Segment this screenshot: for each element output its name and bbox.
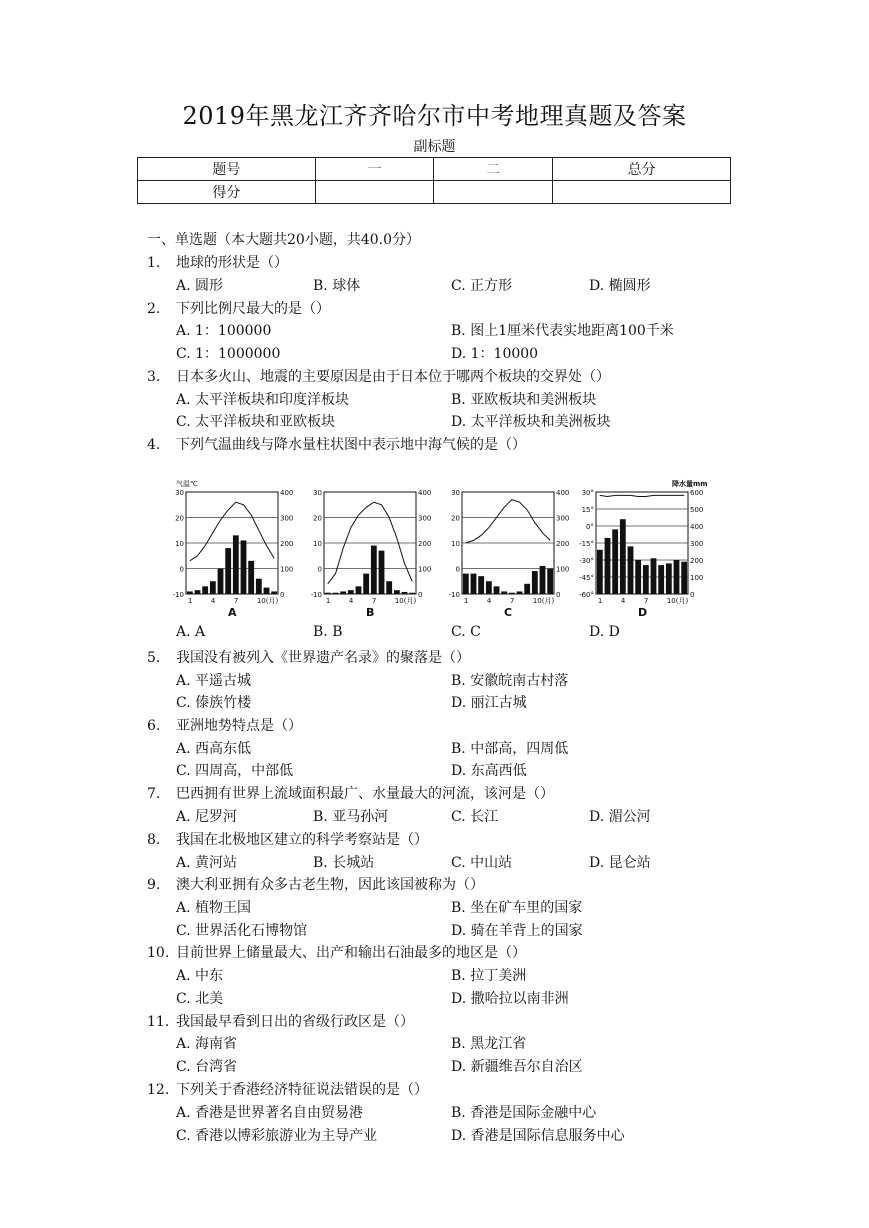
option: C. 四周高，中部低 (176, 763, 294, 779)
temperature-line (190, 502, 274, 561)
option: B. 坐在矿车里的国家 (451, 900, 583, 916)
question-text: 下列关于香港经济特征说法错误的是（） (176, 1082, 428, 1098)
precip-bar (386, 581, 392, 594)
precip-bar (666, 563, 672, 594)
option: D. 香港是国际信息服务中心 (451, 1128, 625, 1144)
right-tick-label: 300 (690, 540, 704, 548)
score-table-header-row (138, 158, 731, 181)
right-tick-label: 400 (280, 489, 294, 497)
left-tick-label: 10 (451, 540, 460, 548)
option: D. D (589, 624, 620, 640)
panel-label: D (638, 606, 648, 619)
precip-bar (658, 565, 664, 594)
right-tick-label: 400 (418, 489, 432, 497)
chart-svg (170, 470, 295, 620)
precip-bar (547, 569, 553, 595)
option: B. 中部高，四周低 (451, 741, 569, 757)
x-tick-label: 1 (325, 597, 331, 605)
left-tick-label: -10 (172, 591, 184, 599)
left-tick-label: -15° (579, 540, 594, 548)
option: D. 骑在羊背上的国家 (451, 923, 583, 939)
precip-bar (540, 566, 546, 594)
question-text: 下列气温曲线与降水量柱状图中表示地中海气候的是（） (176, 437, 526, 453)
x-tick-label: 7 (509, 597, 515, 605)
question-number: 11. (147, 1014, 170, 1030)
question-1 (147, 252, 288, 272)
x-tick-label: 10(月) (666, 597, 689, 605)
precip-bar (340, 591, 346, 594)
option: B. 香港是国际金融中心 (451, 1105, 597, 1121)
precip-bar (628, 546, 634, 594)
question-text: 亚洲地势特点是（） (176, 718, 302, 734)
option: B. B (313, 624, 343, 640)
question-number: 7. (147, 786, 161, 802)
left-tick-label: 0 (317, 565, 322, 574)
score-row-label: 得分 (138, 181, 316, 204)
x-tick-label: 1 (187, 597, 193, 605)
option: C. 香港以博彩旅游业为主导产业 (176, 1128, 378, 1144)
question-3 (147, 366, 610, 386)
score-cell (434, 181, 553, 204)
option: C. 正方形 (451, 278, 513, 294)
option: B. 拉丁美洲 (451, 968, 527, 984)
question-number: 10. (147, 945, 170, 961)
precip-bar (597, 550, 603, 594)
precip-bar (524, 584, 530, 594)
precip-bar (612, 529, 618, 594)
x-tick-label: 1 (597, 597, 603, 605)
right-tick-label: 200 (690, 557, 704, 565)
option: C. 世界活化石博物馆 (176, 923, 308, 939)
precip-bar (241, 540, 247, 594)
precip-bar (643, 565, 649, 594)
option: A. 香港是世界著名自由贸易港 (176, 1105, 364, 1121)
precip-bar (509, 593, 515, 594)
option: A. 尼罗河 (176, 809, 238, 825)
left-tick-label: 30 (313, 489, 322, 497)
precip-bar (218, 569, 224, 595)
x-tick-label: 4 (210, 597, 216, 605)
question-text: 我国最早看到日出的省级行政区是（） (176, 1014, 414, 1030)
question-number: 2. (147, 301, 161, 317)
question-text: 地球的形状是（） (176, 255, 288, 271)
question-2 (147, 298, 330, 318)
option: A. A (176, 624, 206, 640)
right-tick-label: 400 (556, 489, 570, 497)
question-number: 3. (147, 369, 161, 385)
option: A. 黄河站 (176, 855, 238, 871)
left-tick-label: 30 (175, 489, 184, 497)
option: B. 图上1厘米代表实地距离100千米 (451, 323, 674, 339)
option: A. 1：100000 (176, 323, 272, 339)
x-tick-label: 4 (348, 597, 354, 605)
option: D. 新疆维吾尔自治区 (451, 1059, 583, 1075)
precip-bar (187, 591, 193, 594)
precip-bar (371, 546, 377, 594)
option: D. 昆仑站 (589, 855, 651, 871)
right-tick-label: 100 (556, 565, 570, 574)
chart-svg (579, 470, 708, 620)
option: C. 台湾省 (176, 1059, 238, 1075)
climate-chart-a (170, 470, 295, 624)
right-tick-label: 100 (280, 565, 294, 574)
left-tick-label: 0 (455, 565, 460, 574)
panel-label: A (228, 606, 237, 619)
left-tick-label: -45° (579, 574, 594, 582)
question-9 (147, 874, 484, 894)
score-header-cell: 总分 (553, 158, 731, 181)
precip-bar (494, 586, 500, 594)
option: C. 长江 (451, 809, 499, 825)
precip-bar (463, 574, 469, 594)
option: B. 长城站 (313, 855, 375, 871)
question-6 (147, 715, 302, 735)
left-tick-label: -30° (579, 557, 594, 565)
page-subtitle: 副标题 (413, 139, 456, 155)
left-tick-label: 30 (451, 489, 460, 497)
x-tick-label: 7 (233, 597, 239, 605)
right-tick-label: 0 (690, 591, 695, 599)
precip-bar (225, 548, 231, 594)
x-tick-label: 7 (371, 597, 377, 605)
precip-bar (394, 590, 400, 594)
left-tick-label: 10 (313, 540, 322, 548)
option: A. 植物王国 (176, 900, 252, 916)
option: A. 海南省 (176, 1036, 238, 1052)
precip-bar (264, 588, 270, 594)
left-tick-label: 20 (313, 514, 322, 523)
right-tick-label: 0 (418, 591, 423, 599)
left-tick-label: 20 (175, 514, 184, 523)
score-header-cell: 二 (434, 158, 553, 181)
option: D. 太平洋板块和美洲板块 (451, 414, 611, 430)
question-text: 下列比例尺最大的是（） (176, 301, 330, 317)
x-tick-label: 1 (463, 597, 469, 605)
question-12 (147, 1079, 428, 1099)
option: D. 丽江古城 (451, 695, 527, 711)
precip-bar (478, 576, 484, 594)
chart-svg (308, 470, 433, 620)
option: A. 太平洋板块和印度洋板块 (176, 392, 350, 408)
question-4 (147, 434, 526, 454)
precip-bar (256, 579, 262, 594)
score-table-score-row (138, 181, 731, 204)
option: C. 中山站 (451, 855, 513, 871)
precip-bar (356, 586, 362, 594)
climate-chart-b (308, 470, 433, 624)
precip-bar (471, 574, 477, 594)
right-tick-label: 300 (418, 514, 432, 523)
right-tick-label: 300 (556, 514, 570, 523)
precip-bar (674, 560, 680, 594)
question-8 (147, 829, 428, 849)
panel-label: B (366, 606, 375, 619)
option: B. 亚欧板块和美洲板块 (451, 392, 597, 408)
x-tick-label: 4 (620, 597, 626, 605)
option: D. 1：10000 (451, 346, 539, 362)
precip-bar (379, 551, 385, 594)
option: B. 安徽皖南古村落 (451, 673, 569, 689)
question-text: 我国在北极地区建立的科学考察站是（） (176, 832, 428, 848)
left-tick-label: 15° (581, 506, 594, 514)
left-tick-label: -10 (448, 591, 460, 599)
question-number: 8. (147, 832, 161, 848)
precip-bar (486, 581, 492, 594)
precip-bar (271, 591, 277, 594)
precip-bar (651, 558, 657, 594)
score-cell (553, 181, 731, 204)
score-header-cell: 一 (315, 158, 434, 181)
precip-bar (620, 519, 626, 594)
option: C. 1：1000000 (176, 346, 281, 362)
precip-bar (409, 593, 415, 594)
precip-bar (233, 535, 239, 594)
option: A. 中东 (176, 968, 224, 984)
right-axis-label: 降水量mm (672, 480, 708, 488)
question-text: 我国没有被列入《世界遗产名录》的聚落是（） (176, 650, 470, 666)
right-tick-label: 0 (556, 591, 561, 599)
option: C. 北美 (176, 991, 224, 1007)
left-tick-label: 30° (581, 489, 594, 497)
question-number: 6. (147, 718, 161, 734)
climate-charts (170, 470, 710, 620)
right-tick-label: 100 (690, 574, 704, 582)
question-text: 目前世界上储量最大、出产和输出石油最多的地区是（） (176, 945, 526, 961)
left-tick-label: 0° (586, 523, 594, 531)
precip-bar (195, 590, 201, 594)
right-tick-label: 600 (690, 489, 704, 497)
climate-chart-d (579, 470, 708, 624)
left-axis-label: 气温℃ (176, 480, 198, 488)
option: B. 黑龙江省 (451, 1036, 527, 1052)
option: B. 球体 (313, 278, 361, 294)
page-title: 2019年黑龙江齐齐哈尔市中考地理真题及答案 (182, 102, 687, 130)
question-number: 5. (147, 650, 161, 666)
precip-bar (325, 593, 331, 594)
question-number: 9. (147, 877, 161, 893)
left-tick-label: 10 (175, 540, 184, 548)
precip-bar (210, 581, 216, 594)
option: C. 太平洋板块和亚欧板块 (176, 414, 336, 430)
panel-label: C (504, 606, 513, 619)
right-tick-label: 300 (280, 514, 294, 523)
precip-bar (363, 574, 369, 594)
option: A. 平遥古城 (176, 673, 252, 689)
score-cell (315, 181, 434, 204)
right-tick-label: 100 (418, 565, 432, 574)
option: D. 东高西低 (451, 763, 527, 779)
score-table (137, 157, 731, 204)
x-tick-label: 7 (643, 597, 649, 605)
right-tick-label: 200 (280, 540, 294, 548)
option: C. 傣族竹楼 (176, 695, 252, 711)
precip-bar (517, 591, 523, 594)
precip-bar (501, 591, 507, 594)
question-11 (147, 1011, 414, 1031)
question-number: 1. (147, 255, 161, 271)
question-number: 12. (147, 1082, 170, 1098)
precip-bar (635, 560, 641, 594)
option: B. 亚马孙河 (313, 809, 389, 825)
precip-bar (348, 590, 354, 594)
temperature-line (466, 500, 550, 543)
left-tick-label: 20 (451, 514, 460, 523)
right-tick-label: 200 (556, 540, 570, 548)
option: A. 圆形 (176, 278, 224, 294)
precip-bar (681, 562, 687, 594)
question-10 (147, 942, 526, 962)
option: C. C (451, 624, 481, 640)
chart-svg (446, 470, 571, 620)
precip-bar (532, 571, 538, 594)
question-text: 日本多火山、地震的主要原因是由于日本位于哪两个板块的交界处（） (176, 369, 610, 385)
left-tick-label: -60° (579, 591, 594, 599)
question-text: 巴西拥有世界上流域面积最广、水量最大的河流，该河是（） (176, 786, 554, 802)
precip-bar (605, 538, 611, 594)
precip-bar (202, 586, 208, 594)
option: D. 湄公河 (589, 809, 651, 825)
question-text: 澳大利亚拥有众多古老生物，因此该国被称为（） (176, 877, 484, 893)
right-tick-label: 500 (690, 506, 704, 514)
option: A. 西高东低 (176, 741, 252, 757)
left-tick-label: -10 (310, 591, 322, 599)
question-7 (147, 783, 554, 803)
precip-bar (402, 592, 408, 594)
question-5 (147, 647, 470, 667)
left-tick-label: 0 (179, 565, 184, 574)
x-tick-label: 10(月) (394, 597, 417, 605)
precip-bar (333, 593, 339, 594)
x-tick-label: 10(月) (256, 597, 279, 605)
right-tick-label: 400 (690, 523, 704, 531)
x-tick-label: 4 (486, 597, 492, 605)
right-tick-label: 0 (280, 591, 285, 599)
question-number: 4. (147, 437, 161, 453)
option: D. 撒哈拉以南非洲 (451, 991, 569, 1007)
section-heading: 一、单选题（本大题共20小题，共40.0分） (147, 232, 420, 248)
x-tick-label: 10(月) (532, 597, 555, 605)
temperature-line (600, 495, 684, 496)
precip-bar (248, 561, 254, 594)
right-tick-label: 200 (418, 540, 432, 548)
score-header-cell: 题号 (138, 158, 316, 181)
option: D. 椭圆形 (589, 278, 651, 294)
climate-chart-c (446, 470, 571, 624)
